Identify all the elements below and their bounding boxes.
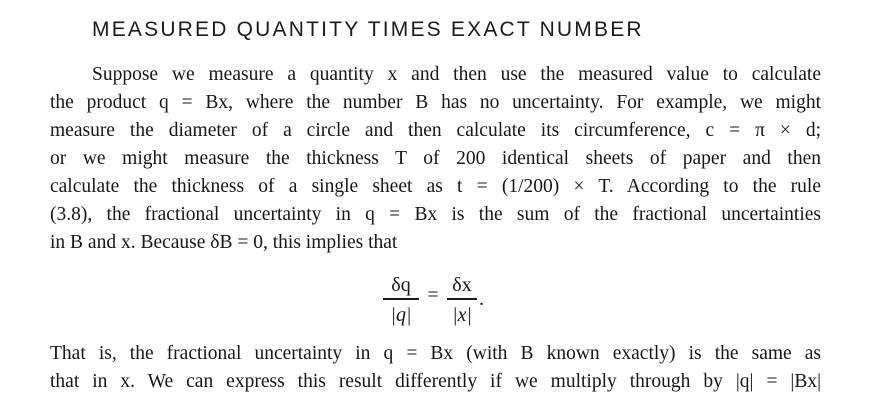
text-line: calculate the thickness of a single sheet as t = (1/200) × T. According to the rule [50, 176, 821, 197]
fraction-numerator: δq [391, 274, 411, 296]
text-line: That is, the fractional uncertainty in q = Bx (with B known exactly) is the same as [50, 343, 821, 364]
display-equation [383, 272, 493, 336]
equals-sign: = [427, 284, 439, 306]
fraction-lhs [383, 272, 419, 330]
text-line: that in x. We can express this result differently if we multiply through by |q| = |Bx| [50, 371, 821, 392]
clipped-text-fragment [50, 396, 55, 400]
text-line: (3.8), the fractional uncertainty in q = Bx is the sum of the fractional uncertainties [50, 204, 821, 225]
text-line: in B and x. Because δB = 0, this implies that [50, 232, 398, 253]
text-line: or we might measure the thickness T of 200 identical sheets of paper and then [50, 148, 821, 169]
fraction-denominator: |q| [390, 303, 412, 326]
text-line: Suppose we measure a quantity x and then use the measured value to calculate [92, 64, 821, 85]
clipped-next-line [0, 396, 876, 401]
text-line: measure the diameter of a circle and then calculate its circumference, c = π × d; [50, 120, 821, 141]
equation-period: . [479, 288, 484, 310]
fraction-rhs [447, 272, 477, 330]
text-line: the product q = Bx, where the number B has no uncertainty. For example, we might [50, 92, 821, 113]
fraction-numerator: δx [452, 274, 472, 296]
fraction-denominator: |x| [452, 303, 472, 326]
section-heading: MEASURED QUANTITY TIMES EXACT NUMBER [92, 18, 644, 41]
